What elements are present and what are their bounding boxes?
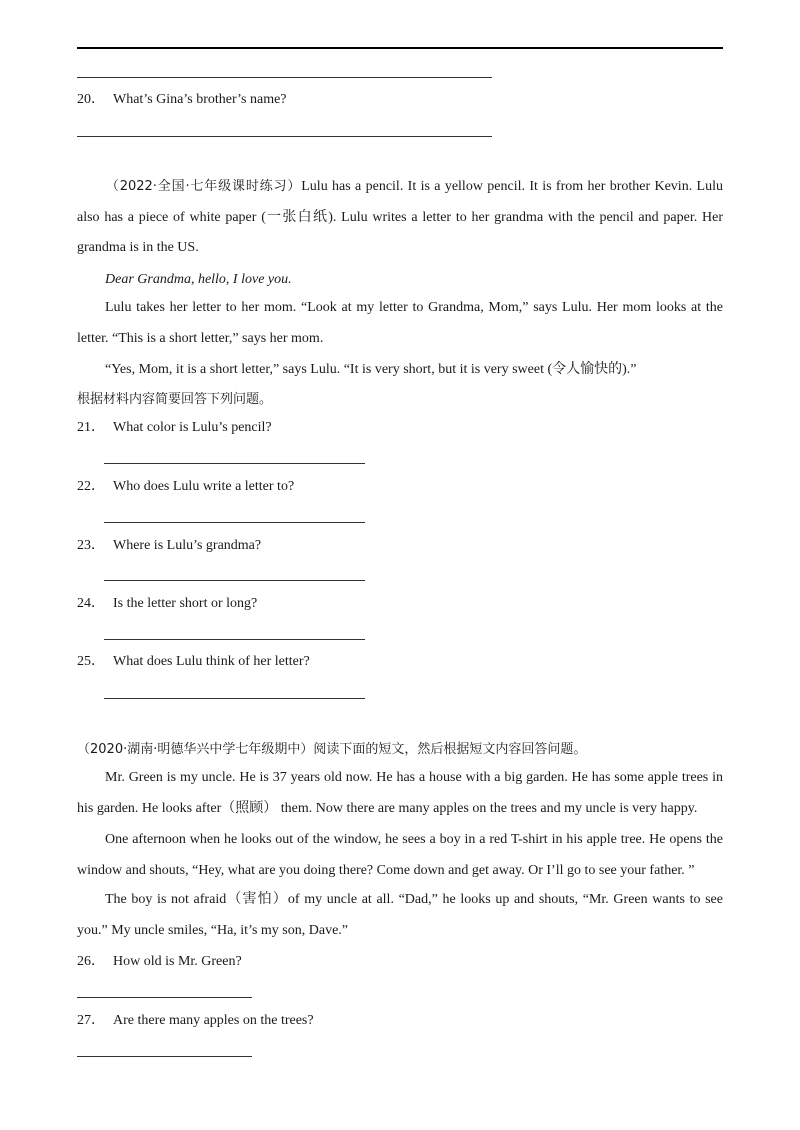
question-number: 20． xyxy=(77,92,105,107)
question-text: What color is Lulu’s pencil? xyxy=(113,420,272,435)
paragraph-text: Mr. Green is my uncle. He is 37 years old now. He has a house with a big garden. He has some apple trees in his garden. He looks after（照顾） them. Now there are many apples on the trees and my uncle is very happy. xyxy=(77,770,723,816)
passage-1-intro xyxy=(77,172,723,264)
header-rule xyxy=(77,47,723,49)
answer-line-21[interactable] xyxy=(104,463,365,464)
question-22 xyxy=(77,477,294,497)
passage-1-para-2 xyxy=(77,293,723,354)
answer-line-27[interactable] xyxy=(77,1056,252,1057)
paragraph-text: Lulu takes her letter to her mom. “Look at my letter to Grandma, Mom,” says Lulu. Her mom looks at the letter. “This is a short letter,” says her mom. xyxy=(77,300,723,346)
question-text: Who does Lulu write a letter to? xyxy=(113,479,295,494)
instruction: 根据材料内容简要回答下列问题。 xyxy=(77,392,273,407)
paragraph-text: Lulu has a pencil. It is a yellow pencil. It is from her brother Kevin. Lulu also has a piece of white paper (一张白纸). Lulu writes a letter to her grandma with the pencil and paper. Her grandma is in the US. xyxy=(77,179,723,255)
answer-line-26[interactable] xyxy=(77,997,252,998)
question-text: Where is Lulu’s grandma? xyxy=(113,538,262,553)
letter-line: Dear Grandma, hello, I love you. xyxy=(105,272,292,287)
question-number: 26． xyxy=(77,954,105,969)
passage-2-source: （2020·湖南·明德华兴中学七年级期中）阅读下面的短文，然后根据短文内容回答问题。 xyxy=(77,742,587,757)
answer-line-23[interactable] xyxy=(104,580,365,581)
question-text: Is the letter short or long? xyxy=(113,596,258,611)
question-text: Are there many apples on the trees? xyxy=(113,1013,314,1028)
question-text: What’s Gina’s brother’s name? xyxy=(113,92,287,107)
question-21 xyxy=(77,418,272,438)
passage-2-para-1 xyxy=(77,763,723,824)
question-number: 22． xyxy=(77,479,105,494)
question-number: 25． xyxy=(77,654,105,669)
passage-1-para-3: “Yes, Mom, it is a short letter,” says Lulu. “It is very short, but it is very sweet (令人愉快的).” xyxy=(105,362,637,377)
paragraph-text: The boy is not afraid（害怕）of my uncle at all. “Dad,” he looks up and shouts, “Mr. Green wants to see you.” My uncle smiles, “Ha, it’s my son, Dave.” xyxy=(77,892,723,938)
question-25 xyxy=(77,652,310,672)
answer-line-25[interactable] xyxy=(104,698,365,699)
answer-line-24[interactable] xyxy=(104,639,365,640)
answer-line-22[interactable] xyxy=(104,522,365,523)
question-23 xyxy=(77,536,261,556)
passage-2-para-2 xyxy=(77,825,723,886)
answer-line-20[interactable] xyxy=(77,136,492,137)
question-number: 24． xyxy=(77,596,105,611)
question-text: What does Lulu think of her letter? xyxy=(113,654,310,669)
source-note: （2022·全国·七年级课时练习） xyxy=(105,179,302,194)
question-27 xyxy=(77,1011,314,1031)
question-24 xyxy=(77,594,257,614)
question-26 xyxy=(77,952,242,972)
question-number: 23． xyxy=(77,538,105,553)
question-number: 21． xyxy=(77,420,105,435)
paragraph-text: One afternoon when he looks out of the window, he sees a boy in a red T-shirt in his apple tree. He opens the window and shouts, “Hey, what are you doing there? Come down and get away. Or I’ll go to see your father. ” xyxy=(77,832,723,878)
question-20 xyxy=(77,90,287,110)
answer-line-19[interactable] xyxy=(77,77,492,78)
question-text: How old is Mr. Green? xyxy=(113,954,242,969)
passage-2-para-3 xyxy=(77,885,723,946)
question-number: 27． xyxy=(77,1013,105,1028)
